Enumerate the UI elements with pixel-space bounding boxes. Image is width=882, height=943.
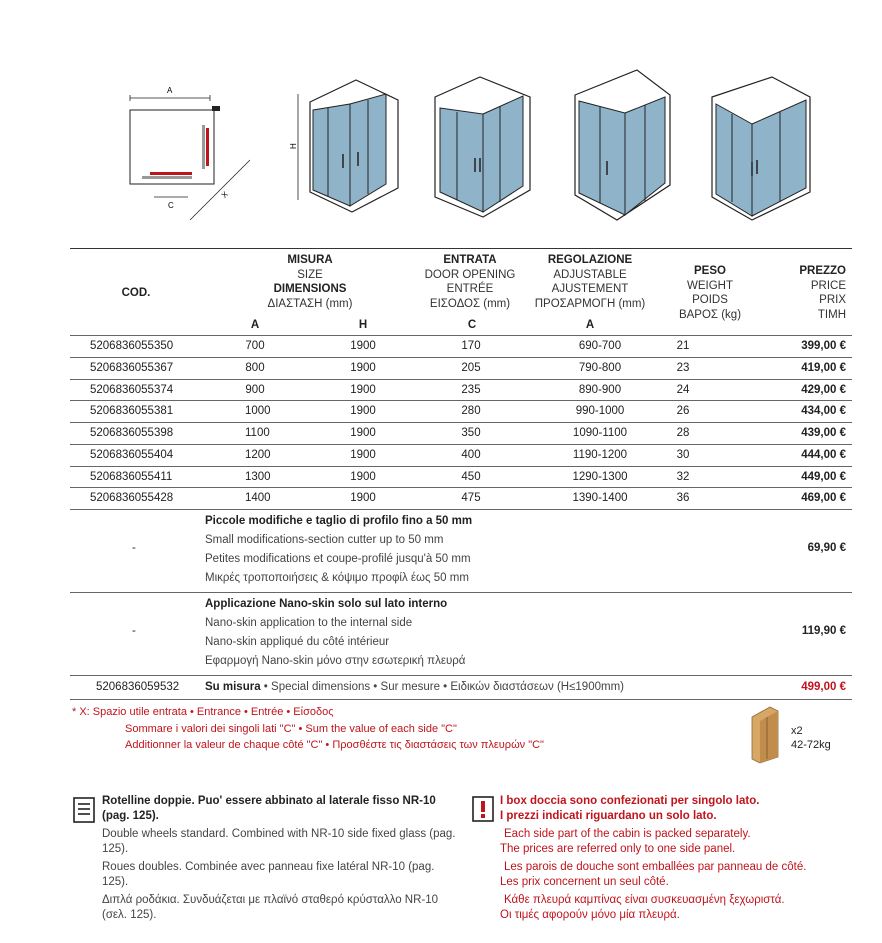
option-line-en: Small modifications-section cutter up to 50 mm xyxy=(205,534,444,546)
x-entrance-note: * X: Spazio utile entrata • Entrance • Entrée • Είσοδος xyxy=(72,706,334,718)
cell-h: 1900 xyxy=(350,492,376,504)
cell-price: 429,00 € xyxy=(801,384,846,396)
header-cod: COD. xyxy=(121,287,151,299)
cell-a: 1400 xyxy=(245,492,271,504)
cell-price: 69,90 € xyxy=(807,542,846,554)
cell-adjustable: 890-900 xyxy=(578,384,622,396)
header-prezzo: PREZZO PRICE PRIX ΤΙΜΗ xyxy=(799,265,846,321)
header-entrata: ENTRATA DOOR OPENING ENTRÉE ΕΙΣΟΔΟΣ (mm) xyxy=(424,254,516,310)
option-line-gr: Εφαρμογή Nano-skin μόνο στην εσωτερική πλευρά xyxy=(205,655,466,667)
cell-weight: 23 xyxy=(676,362,690,374)
cell-price: 499,00 € xyxy=(801,681,846,693)
header-regolazione: REGOLAZIONE ADJUSTABLE AJUSTEMENT ΠΡΟΣΑΡΜΟΓΗ (mm) xyxy=(534,254,646,310)
cell-weight: 24 xyxy=(676,384,690,396)
cell-weight: 36 xyxy=(676,492,690,504)
cell-price: 439,00 € xyxy=(801,427,846,439)
feature-en: Double wheels standard. Combined with NR-10 side fixed glass (pag. 125). xyxy=(102,828,456,855)
shower-cabin-back-diagram xyxy=(565,65,685,225)
dimension-a-label: A xyxy=(167,86,173,95)
table-top-rule xyxy=(70,248,852,249)
table-row xyxy=(70,401,852,422)
cell-price: 449,00 € xyxy=(801,471,846,483)
sum-note-fr-gr: Additionner la valeur de chaque côté "C" • Προσθέστε τις διαστάσεις των πλευρών "C" xyxy=(125,739,544,751)
custom-rest: • Special dimensions • Sur mesure • Ειδικών διαστάσεων (H≤1900mm) xyxy=(260,681,624,693)
cell-a: 1100 xyxy=(245,427,270,439)
cell-cod: 5206836059532 xyxy=(96,681,180,693)
cell-weight: 30 xyxy=(676,449,690,461)
subheader-a: A xyxy=(250,319,260,331)
cell-cod: 5206836055350 xyxy=(90,340,174,352)
row-rule xyxy=(70,675,852,676)
cell-h: 1900 xyxy=(350,340,376,352)
cell-price: 469,00 € xyxy=(801,492,846,504)
table-row xyxy=(70,336,852,357)
plan-diagram xyxy=(120,80,260,230)
cell-price: 399,00 € xyxy=(801,340,846,352)
package-weight: 42-72kg xyxy=(791,739,831,751)
cell-cod: - xyxy=(132,625,136,637)
dimension-h-label: H xyxy=(289,143,298,149)
cell-adjustable: 1390-1400 xyxy=(572,492,628,504)
cell-a: 800 xyxy=(245,362,265,374)
cell-c: 235 xyxy=(461,384,481,396)
cell-c: 400 xyxy=(461,449,481,461)
cell-h: 1900 xyxy=(350,362,376,374)
option-title: Piccole modifiche e taglio di profilo fino a 50 mm xyxy=(205,515,473,527)
header-misura: MISURA SIZE DIMENSIONS ΔΙΑΣΤΑΣΗ (mm) xyxy=(267,254,353,310)
row-rule xyxy=(70,592,852,593)
packaging-title-1: I box doccia sono confezionati per singolo lato. xyxy=(500,795,760,807)
cell-adjustable: 690-700 xyxy=(578,340,622,352)
cell-h: 1900 xyxy=(350,449,376,461)
packaging-fr-1: Les parois de douche sont emballées par panneau de côté. xyxy=(504,861,807,873)
cell-a: 1000 xyxy=(245,405,271,417)
packaging-title-2: I prezzi indicati riguardano un solo lato. xyxy=(500,809,717,822)
warning-icon xyxy=(472,796,494,822)
option-title: Applicazione Nano-skin solo sul lato interno xyxy=(205,598,448,610)
cell-c: 450 xyxy=(461,471,481,483)
option-description xyxy=(205,512,472,588)
cell-weight: 21 xyxy=(676,340,690,352)
cell-cod: 5206836055404 xyxy=(90,449,174,461)
cell-c: 350 xyxy=(461,427,481,439)
document-icon xyxy=(73,797,95,823)
table-row xyxy=(70,445,852,466)
cell-a: 1200 xyxy=(245,449,271,461)
cell-adjustable: 990-1000 xyxy=(575,405,625,417)
cell-weight: 28 xyxy=(676,427,690,439)
option-line-gr: Μικρές τροποποιήσεις & κόψιμο προφίλ έως 50 mm xyxy=(205,572,469,584)
packaging-gr-1: Κάθε πλευρά καμπίνας είναι συσκευασμένη ξεχωριστά. xyxy=(504,894,785,906)
sum-note-it-en: Sommare i valori dei singoli lati "C" • Sum the value of each side "C" xyxy=(125,723,457,735)
header-peso: PESO WEIGHT POIDS ΒΑΡΟΣ (kg) xyxy=(678,265,742,321)
cell-adjustable: 790-800 xyxy=(578,362,622,374)
cell-cod: - xyxy=(132,542,136,554)
cell-price: 419,00 € xyxy=(801,362,846,374)
packaging-notes xyxy=(500,794,840,922)
cell-adjustable: 1290-1300 xyxy=(572,471,628,483)
packaging-fr-2: Les prix concernent un seul côté. xyxy=(500,875,669,888)
feature-title: Rotelline doppie. Puo' essere abbinato al laterale fisso NR-10 (pag. 125). xyxy=(102,795,436,822)
option-line-fr: Petites modifications et coupe-profilé jusqu'à 50 mm xyxy=(205,553,471,565)
feature-fr: Roues doubles. Combinée avec panneau fixe latéral NR-10 (pag. 125). xyxy=(102,861,435,888)
shower-cabin-side-right-diagram xyxy=(425,72,545,222)
custom-description xyxy=(205,681,624,693)
cell-adjustable: 1190-1200 xyxy=(572,449,628,461)
packaging-en-2: The prices are referred only to one side panel. xyxy=(500,842,736,855)
cell-h: 1900 xyxy=(350,405,376,417)
cell-c: 475 xyxy=(461,492,481,504)
option-line-fr: Nano-skin appliqué du côté intérieur xyxy=(205,636,390,648)
cell-h: 1900 xyxy=(350,384,376,396)
shower-cabin-front-diagram xyxy=(288,72,408,222)
feature-gr: Διπλά ροδάκια. Συνδυάζεται με πλαϊνό σταθερό κρύσταλλο NR-10 (σελ. 125). xyxy=(102,894,439,921)
package-box-icon xyxy=(748,703,782,765)
cell-a: 900 xyxy=(245,384,265,396)
packaging-en-1: Each side part of the cabin is packed separately. xyxy=(504,828,751,840)
cell-c: 170 xyxy=(461,340,481,352)
cell-weight: 32 xyxy=(676,471,690,483)
cell-a: 700 xyxy=(245,340,265,352)
cell-price: 444,00 € xyxy=(801,449,846,461)
row-rule xyxy=(70,509,852,510)
table-row xyxy=(70,423,852,444)
table-row xyxy=(70,467,852,488)
table-row xyxy=(70,488,852,509)
subheader-c: C xyxy=(467,319,477,331)
cell-weight: 26 xyxy=(676,405,690,417)
feature-notes xyxy=(102,794,457,926)
dimension-c-label: C xyxy=(168,201,174,210)
packaging-gr-2: Οι τιμές αφορούν μόνο μία πλευρά. xyxy=(500,908,680,921)
cell-c: 280 xyxy=(461,405,481,417)
cell-price: 119,90 € xyxy=(801,625,846,637)
row-rule xyxy=(70,699,852,700)
custom-size-row xyxy=(70,677,852,698)
cell-cod: 5206836055398 xyxy=(90,427,174,439)
dimension-x-label: X xyxy=(219,189,230,200)
custom-title: Su misura xyxy=(205,681,261,693)
package-quantity: x2 xyxy=(791,725,803,737)
cell-cod: 5206836055411 xyxy=(90,471,173,483)
option-line-en: Nano-skin application to the internal side xyxy=(205,617,413,629)
cell-cod: 5206836055381 xyxy=(90,405,174,417)
subheader-h: H xyxy=(358,319,368,331)
table-row xyxy=(70,358,852,379)
cell-price: 434,00 € xyxy=(801,405,846,417)
cell-h: 1900 xyxy=(350,427,376,439)
cell-cod: 5206836055428 xyxy=(90,492,174,504)
cell-adjustable: 1090-1100 xyxy=(572,427,628,439)
cell-cod: 5206836055367 xyxy=(90,362,174,374)
shower-cabin-side-left-diagram xyxy=(702,72,822,222)
cell-c: 205 xyxy=(461,362,481,374)
cell-h: 1900 xyxy=(350,471,376,483)
subheader-adj-a: A xyxy=(585,319,595,331)
table-row xyxy=(70,380,852,401)
cell-cod: 5206836055374 xyxy=(90,384,174,396)
cell-a: 1300 xyxy=(245,471,271,483)
option-description xyxy=(205,595,465,671)
